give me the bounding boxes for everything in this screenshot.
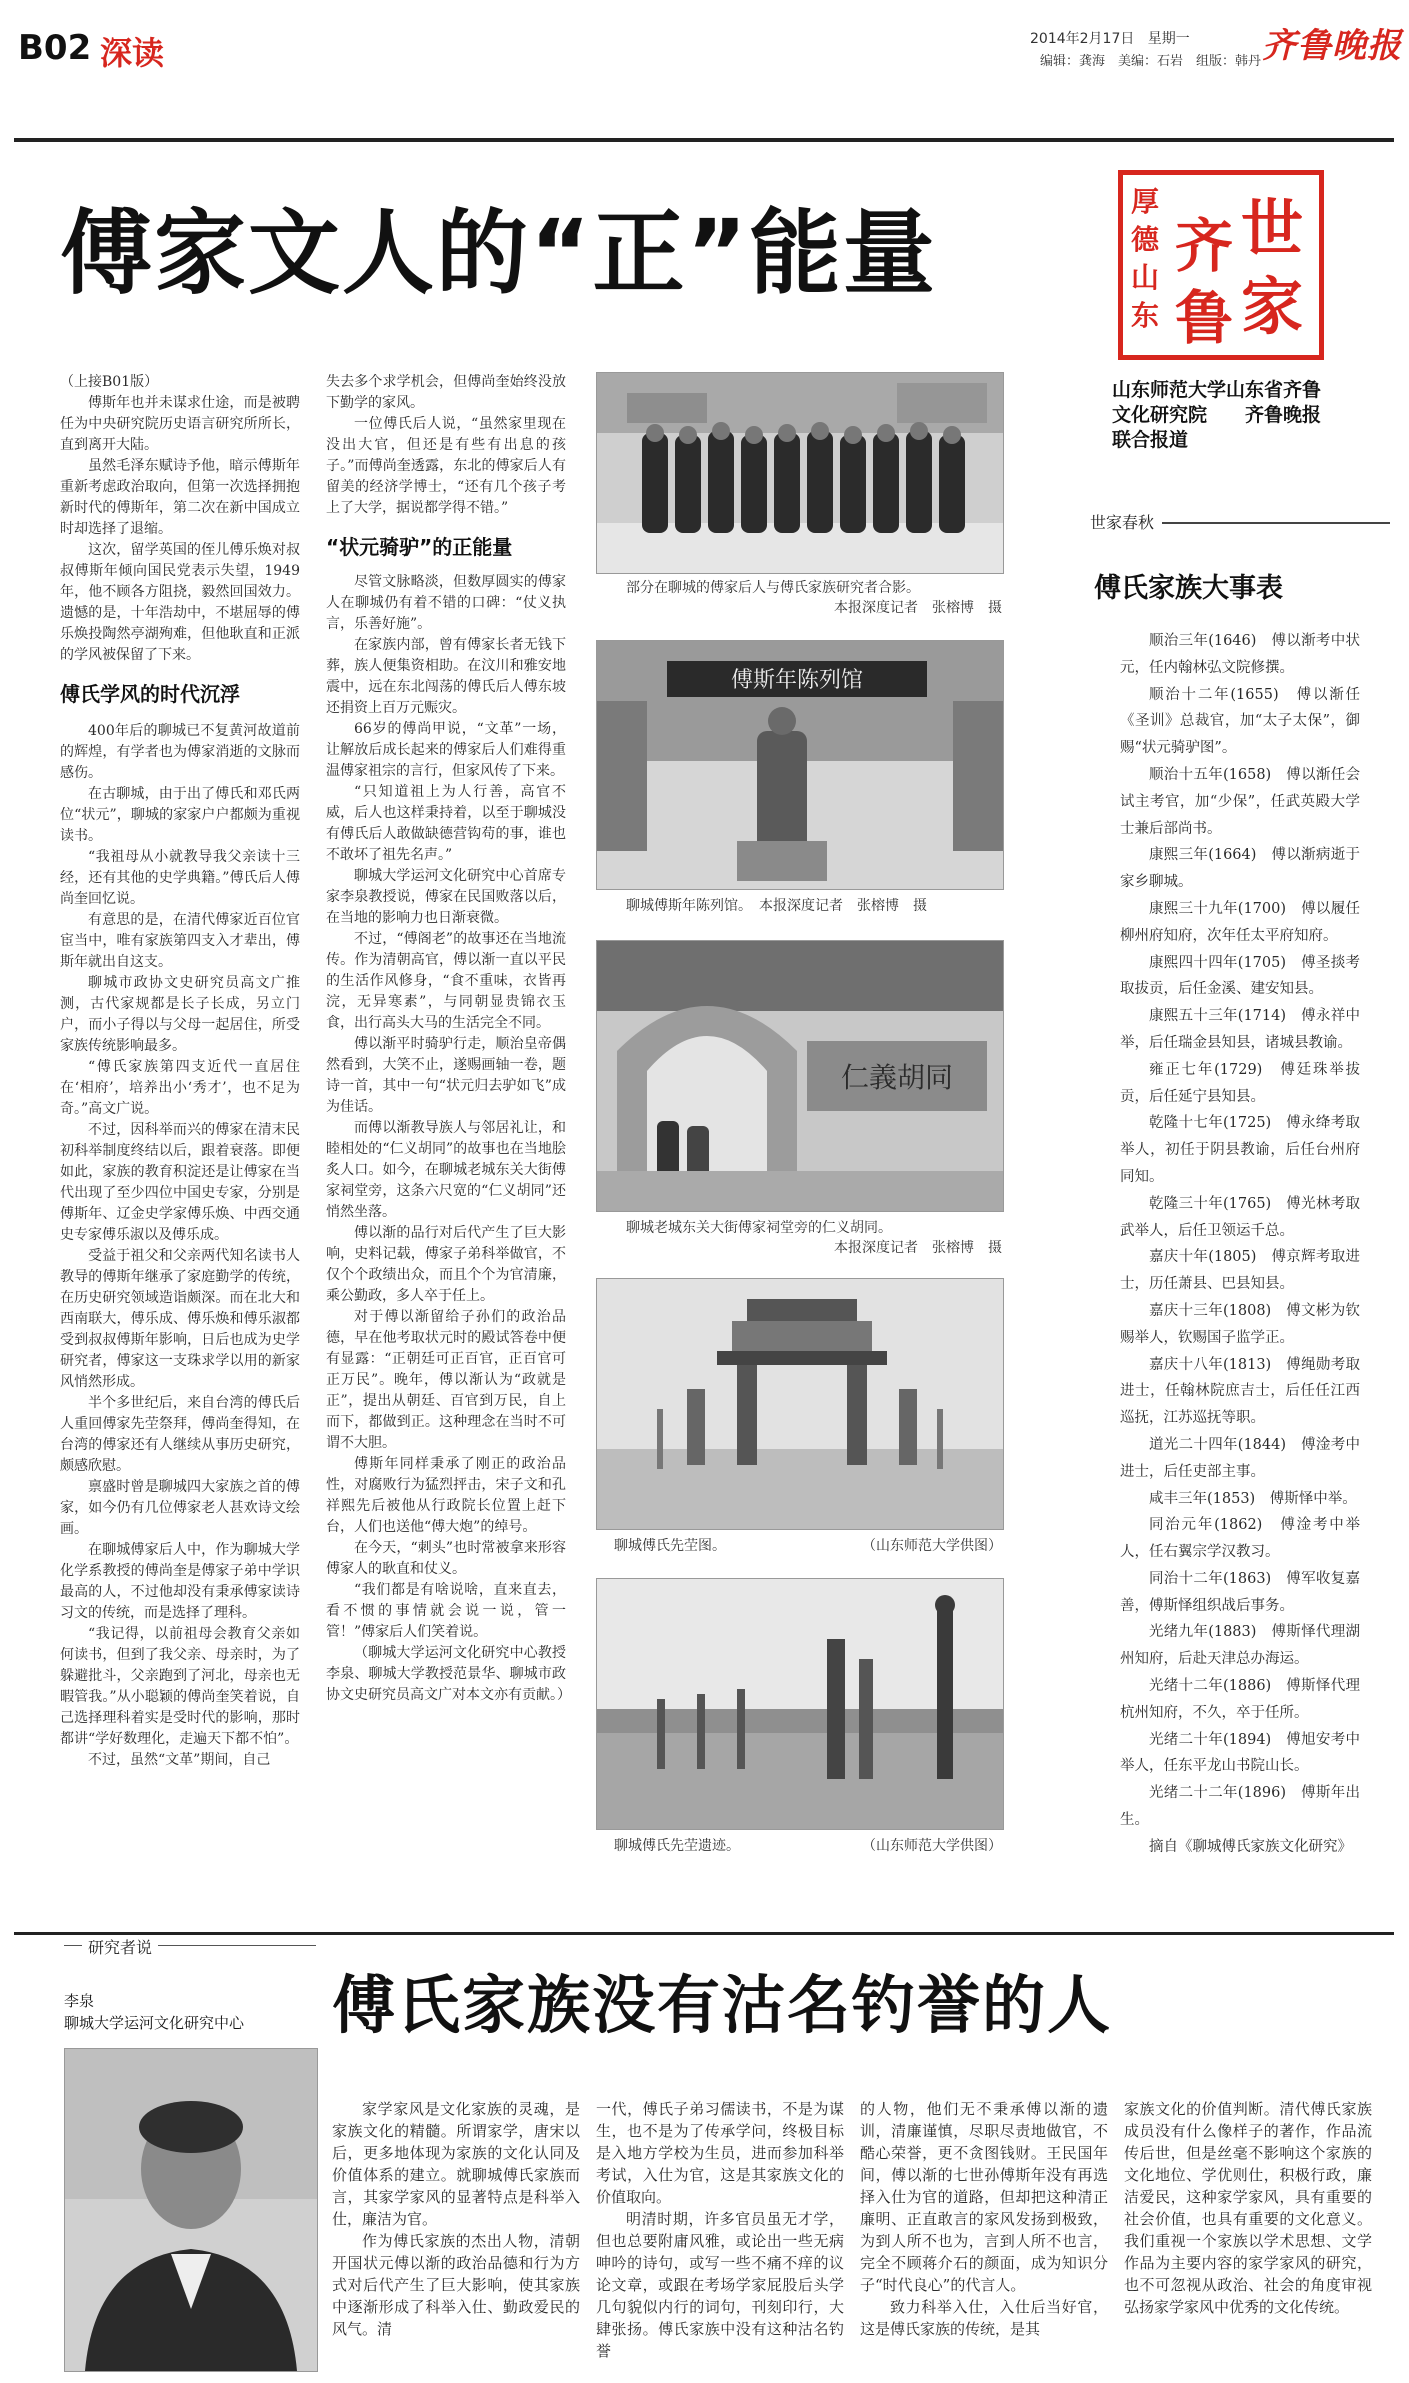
author-org: 聊城大学运河文化研究中心 bbox=[64, 2014, 245, 2032]
paragraph: 一位傅氏后人说，“虽然家里现在没出大官，但还是有些有出息的孩子。”而傅尚奎透露，东北的傅家后人有留美的经济学博士，“还有几个孩子考上了大学，据说都学得不错。” bbox=[326, 416, 566, 516]
date: 2014年2月17日 bbox=[1030, 31, 1135, 47]
renyi-alley-image bbox=[597, 941, 1003, 1211]
photo-tomb-painting bbox=[596, 1278, 1004, 1530]
author-portrait bbox=[64, 2048, 318, 2372]
timeline-entry: 光绪十二年(1886) 傅斯怿代理杭州知府，不久，卒于任所。 bbox=[1120, 1678, 1360, 1721]
subheading-2: “状元骑驴”的正能量 bbox=[326, 535, 513, 559]
timeline-entry: 嘉庆十三年(1808) 傅文彬为钦赐举人，钦赐国子监学正。 bbox=[1120, 1302, 1360, 1346]
paragraph: 在古聊城，由于出了傅氏和邓氏两位“状元”，聊城的家家户户都颇为重视读书。 bbox=[60, 786, 300, 844]
seal-char-1: 世 bbox=[1241, 192, 1304, 265]
timeline-entry: 嘉庆十八年(1813) 傅绳勋考取进士，任翰林院庶吉士，后任任江西巡抚，江苏巡抚等职。 bbox=[1120, 1356, 1360, 1427]
timeline-entry: 乾隆十七年(1725) 傅永绛考取举人，初任于阴县教谕，后任台州府同知。 bbox=[1120, 1115, 1360, 1185]
paragraph: 傅斯年同样秉承了刚正的政治品性，对腐败行为猛烈抨击，宋子文和孔祥熙先后被他从行政院长位置上赶下台，人们也送他“傅大炮”的绰号。 bbox=[326, 1456, 566, 1535]
contributors-note: （聊城大学运河文化研究中心教授李泉、聊城大学教授范景华、聊城市政协文史研究员高文广对本文亦有贡献。） bbox=[326, 1645, 571, 1703]
photo-3-caption-text: 聊城老城东关大街傅家祠堂旁的仁义胡同。 bbox=[626, 1220, 892, 1236]
tomb-painting-image bbox=[597, 1279, 1003, 1529]
timeline-entry: 雍正七年(1729) 傅廷珠举拔贡，后任延宁县知县。 bbox=[1120, 1061, 1360, 1105]
paragraph: 傅以渐平时骑驴行走，顺治皇帝偶然看到，大笑不止，遂赐画轴一卷，题诗一首，其中一句“状元归去驴如飞”成为佳话。 bbox=[326, 1036, 566, 1115]
paragraph: 在聊城傅家后人中，作为聊城大学化学系教授的傅尚奎是傅家子弟中学识最高的人，不过他却没有秉承傅家读诗习文的传统，而是选择了理科。 bbox=[60, 1542, 300, 1621]
timeline-entry: 同治十二年(1863) 傅军收复嘉善，傅斯怿组织战后事务。 bbox=[1120, 1570, 1360, 1614]
hall-sign: 傅斯年陈列馆 bbox=[730, 668, 864, 693]
photo-4-credit: （山东师范大学供图） bbox=[862, 1538, 1002, 1554]
timeline-entry: 同治元年(1862) 傅淦考中举人，任右翼宗学汉教习。 bbox=[1120, 1517, 1360, 1561]
timeline-entry: 顺治十二年(1655) 傅以渐任《圣训》总裁官，加“太子太保”，御赐“状元骑驴图”。 bbox=[1120, 686, 1360, 757]
paragraph: 不过，因科举而兴的傅家在清末民初科举制度终结以后，跟着衰落。即便如此，家族的教育积淀还是让傅家在当代出现了至少四位中国史专家，分别是傅斯年、辽金史学家傅乐焕、中西交通史专家傅乐淑以及傅乐成。 bbox=[60, 1122, 300, 1243]
paragraph: 一代，傅氏子弟习儒读书，不是为谋生，也不是为了传承学问，终极目标是入地方学校为生员，进而参加科举考试，入仕为官，这是其家族文化的价值取向。 bbox=[596, 2100, 844, 2206]
photo-renyi-alley bbox=[596, 940, 1004, 1212]
paragraph: 傅以渐的品行对后代产生了巨大影响，史料记载，傅家子弟科举做官，不仅个个政绩出众，而且个个为官清廉，乘公勤政，多人卒于任上。 bbox=[326, 1225, 566, 1304]
timeline-entry: 康熙三十九年(1700) 傅以履任柳州府知府，次年任太平府知府。 bbox=[1120, 900, 1360, 944]
newspaper-logo: 齐鲁晚报 bbox=[1262, 26, 1402, 66]
bottom-section-rule bbox=[14, 1932, 1394, 1935]
group-portrait-image bbox=[597, 373, 1003, 573]
research-column-3 bbox=[860, 2098, 1108, 2340]
paragraph: 傅斯年也并未谋求仕途，而是被聘任为中央研究院历史语言研究所所长，直到离开大陆。 bbox=[60, 395, 300, 453]
header-rule bbox=[14, 138, 1394, 142]
research-column-2 bbox=[596, 2098, 844, 2362]
timeline-entry: 康熙五十三年(1714) 傅永祥中举，后任瑞金县知县，诸城县教谕。 bbox=[1120, 1008, 1360, 1051]
headline: 傅家文人的“正”能量 bbox=[60, 200, 937, 307]
partner-line-2: 文化研究院 齐鲁晚报 bbox=[1112, 404, 1322, 426]
editors-line: 编辑：龚海 美编：石岩 组版：韩丹 bbox=[1040, 54, 1262, 69]
photo-4-caption bbox=[614, 1536, 1002, 1556]
research-tag-text: 研究者说 bbox=[82, 1935, 158, 1958]
photo-5-credit: （山东师范大学供图） bbox=[862, 1838, 1002, 1854]
paragraph: “傅氏家族第四支近代一直居住在‘相府’，培养出小‘秀才’，也不足为奇。”高文广说。 bbox=[60, 1059, 300, 1117]
paragraph: 尽管文脉略淡，但数厚圆实的傅家人在聊城仍有着不错的口碑：“仗义执言，乐善好施”。 bbox=[326, 574, 566, 632]
partner-line-1: 山东师范大学山东省齐鲁 bbox=[1112, 379, 1322, 401]
subheading-1: 傅氏学风的时代沉浮 bbox=[60, 682, 240, 706]
timeline-entry: 道光二十四年(1844) 傅淦考中进士，后任吏部主事。 bbox=[1120, 1436, 1360, 1480]
timeline-entry: 光绪二十二年(1896) 傅斯年出生。 bbox=[1120, 1785, 1360, 1829]
photo-1-caption bbox=[626, 578, 1002, 618]
alley-sign: 仁義胡同 bbox=[840, 1061, 954, 1094]
paragraph: 在今天，“刺头”也时常被拿来形容傅家人的耿直和仗义。 bbox=[326, 1540, 566, 1577]
paragraph: 66岁的傅尚甲说，“文革”一场，让解放后成长起来的傅家后人们难得重温傅家祖宗的言行，但家风传了下来。 bbox=[326, 721, 566, 779]
research-headline: 傅氏家族没有沽名钓誉的人 bbox=[332, 1969, 1112, 2042]
paragraph: 半个多世纪后，来自台湾的傅氏后人重回傅家先茔祭拜，傅尚奎得知，在台湾的傅家还有人继续从事历史研究，颇感欣慰。 bbox=[60, 1395, 300, 1474]
timeline-entry: 乾隆三十年(1765) 傅光林考取武举人，后任卫领运千总。 bbox=[1120, 1195, 1360, 1239]
research-column-1 bbox=[332, 2098, 580, 2340]
photo-memorial-hall bbox=[596, 640, 1004, 890]
article-column-2 bbox=[326, 372, 571, 1706]
paragraph: 不过，“傅阁老”的故事还在当地流传。作为清朝高官，傅以渐一直以平民的生活作风修身，“食不重味，衣皆再浣，无异寒素”，与同朝显贵锦衣玉食，出行高头大马的生活完全不同。 bbox=[326, 931, 566, 1031]
paragraph: 这次，留学英国的侄儿傅乐焕对叔叔傅斯年倾向国民党表示失望，1949年，他不顾各方阻挠，毅然回国效力。遗憾的是，十年浩劫中，不堪屈辱的傅乐焕投陶然亭湖殉难，但他耿直和正派的学风被保留了下来。 bbox=[60, 542, 300, 663]
photo-2-caption: 聊城傅斯年陈列馆。 本报深度记者 张榕博 摄 bbox=[626, 898, 927, 914]
research-column-4 bbox=[1124, 2098, 1372, 2318]
photo-1-credit: 本报深度记者 张榕博 摄 bbox=[834, 600, 1002, 616]
paragraph: 失去多个求学机会，但傅尚奎始终没放下勤学的家风。 bbox=[326, 374, 566, 411]
author-portrait-image bbox=[65, 2049, 317, 2371]
paragraph: 虽然毛泽东赋诗予他，暗示傅斯年重新考虑政治取向，但第一次选择拥抱新时代的傅斯年，第二次在新中国成立时却选择了退缩。 bbox=[60, 458, 300, 537]
issue-date bbox=[1030, 28, 1190, 48]
seal-char-2: 家 bbox=[1241, 270, 1304, 343]
timeline-entry: 康熙四十四年(1705) 傅圣掞考取拔贡，后任金溪、建安知县。 bbox=[1120, 954, 1360, 998]
paragraph: 的人物，他们无不秉承傅以渐的遗训，清廉谨慎，尽职尽责地做官，不酷心荣誉，更不贪图钱财。王民国年间，傅以渐的七世孙傅斯年没有再选择入仕为官的道路，但却把这种清正廉明、正直敢言的家风发扬到极致，为到人所不也为，言到人所不也言，完全不顾蒋介石的颜面，成为知识分子“时代良心”的代言人。 bbox=[860, 2100, 1108, 2294]
photo-4-caption-text: 聊城傅氏先茔图。 bbox=[614, 1538, 726, 1554]
timeline-list bbox=[1120, 628, 1360, 1861]
research-tag bbox=[64, 1938, 316, 1969]
paragraph: “只知道祖上为人行善，高官不威，后人也这样秉持着，以至于聊城没有傅氏后人敢做缺德营钩苟的事，谁也不敢坏了祖先名声。” bbox=[326, 784, 566, 863]
timeline-title: 傅氏家族大事表 bbox=[1094, 573, 1283, 604]
seal-char-3: 齐 bbox=[1175, 212, 1234, 280]
partner-line-3: 联合报道 bbox=[1112, 429, 1189, 451]
paragraph: 有意思的是，在清代傅家近百位官宦当中，唯有家族第四支入才辈出，傅斯年就出自这支。 bbox=[60, 912, 300, 970]
paragraph: 对于傅以渐留给子孙们的政治品德，早在他考取状元时的殿试答卷中便有显露：“正朝廷可正百官，正百官可正万民”。晚年，傅以渐认为“政就是正”，提出从朝廷、百官到万民，自上而下，都做到正。这种理念在当时不可谓不大胆。 bbox=[326, 1309, 566, 1451]
timeline-entry: 光绪九年(1883) 傅斯怿代理湖州知府，后赴天津总办海运。 bbox=[1120, 1624, 1360, 1668]
paragraph: “我们都是有啥说啥，直来直去，看不惯的事情就会说一说，管一管！”傅家后人们笑着说。 bbox=[326, 1582, 566, 1640]
tomb-ruins-image bbox=[597, 1579, 1003, 1829]
author-name: 李泉 bbox=[64, 1992, 95, 2010]
photo-group-portrait bbox=[596, 372, 1004, 574]
continued-note: （上接B01版） bbox=[60, 374, 159, 390]
paragraph: 致力科举入仕，入仕后当好官，这是傅氏家族的传统，是其 bbox=[860, 2298, 1108, 2338]
seal-small-text: 厚德山东 bbox=[1131, 185, 1160, 332]
partners bbox=[1112, 378, 1321, 453]
photo-3-caption bbox=[626, 1218, 1002, 1258]
photo-tomb-ruins bbox=[596, 1578, 1004, 1830]
photo-5-caption bbox=[614, 1836, 1002, 1856]
paragraph: 家族文化的价值判断。清代傅氏家族成员没有什么像样子的著作，作品流传后世，但是丝毫不影响这个家族的文化地位、学优则仕，积极行政，廉洁爱民，这种家学家风，具有重要的社会价值，也具有重要的文化意义。我们重视一个家族以学术思想、文学作品为主要内容的家学家风的研究，也不可忽视从政治、社会的角度审视弘扬家学家风中优秀的文化传统。 bbox=[1124, 2100, 1372, 2316]
timeline-source: 摘自《聊城傅氏家族文化研究》 bbox=[1149, 1838, 1352, 1855]
paragraph: “我祖母从小就教导我父亲读十三经，还有其他的史学典籍。”傅氏后人傅尚奎回忆说。 bbox=[60, 849, 300, 907]
paragraph: 聊城大学运河文化研究中心首席专家李泉教授说，傅家在民国败落以后，在当地的影响力也日渐衰微。 bbox=[326, 868, 566, 926]
timeline-entry: 光绪二十年(1894) 傅旭安考中举人，任东平龙山书院山长。 bbox=[1120, 1731, 1360, 1775]
article-column-1 bbox=[60, 372, 300, 1771]
page-number: B02 bbox=[18, 28, 92, 68]
memorial-hall-image bbox=[597, 641, 1003, 889]
paragraph: 而傅以渐教导族人与邻居礼让，和睦相处的“仁义胡同”的故事也在当地脍炙人口。如今，在聊城老城东关大街傅家祠堂旁，这条六尺宽的“仁义胡同”还悄然坐落。 bbox=[326, 1120, 566, 1220]
photo-1-caption-text: 部分在聊城的傅家后人与傅氏家族研究者合影。 bbox=[626, 580, 920, 596]
photo-5-caption-text: 聊城傅氏先茔遗迹。 bbox=[614, 1838, 740, 1854]
photo-3-credit: 本报深度记者 张榕博 摄 bbox=[834, 1240, 1002, 1256]
timeline-tag bbox=[1090, 513, 1390, 544]
paragraph: 家学家风是文化家族的灵魂，是家族文化的精髓。所谓家学，唐宋以后，更多地体现为家族的文化认同及价值体系的建立。就聊城傅氏家族而言，其家学家风的显著特点是科举入仕，廉洁为官。 bbox=[332, 2100, 580, 2228]
timeline-entry: 嘉庆十年(1805) 傅京辉考取进士，历任萧县、巴县知县。 bbox=[1120, 1249, 1360, 1293]
timeline-entry: 顺治十五年(1658) 傅以渐任会试主考官，加“少保”，任武英殿大学士兼后部尚书。 bbox=[1120, 766, 1360, 837]
seal-char-4: 鲁 bbox=[1175, 284, 1234, 352]
paragraph: 400年后的聊城已不复黄河故道前的辉煌，有学者也为傅家消逝的文脉而感伤。 bbox=[60, 723, 300, 781]
paragraph: 不过，虽然“文革”期间，自己 bbox=[88, 1752, 271, 1768]
paragraph: 聊城市政协文史研究员高文广推测，古代家规都是长子长成，另立门户，而小子得以与父母一起居住，所受家族传统影响最多。 bbox=[60, 975, 300, 1054]
weekday: 星期一 bbox=[1147, 31, 1190, 47]
timeline-entry: 咸丰三年(1853) 傅斯怿中举。 bbox=[1149, 1490, 1357, 1507]
timeline-entry: 康熙三年(1664) 傅以渐病逝于家乡聊城。 bbox=[1120, 847, 1360, 891]
section-name: 深读 bbox=[100, 34, 165, 72]
paragraph: 禀盛时曾是聊城四大家族之首的傅家，如今仍有几位傅家老人甚欢诗文绘画。 bbox=[60, 1479, 300, 1537]
paragraph: 作为傅氏家族的杰出人物，清朝开国状元傅以渐的政治品德和行为方式对后代产生了巨大影响，使其家族中逐渐形成了科举入仕、勤政爱民的风气。清 bbox=[332, 2232, 580, 2338]
paragraph: 明清时期，许多官员虽无才学，但也总要附庸风雅，或论出一些无病呻吟的诗句，或写一些不痛不痒的议论文章，或跟在考场学家屁股后头学几句貌似内行的词句，刊刻印行，大肆张扬。傅氏家族中没有这种沽名钓誉 bbox=[596, 2210, 844, 2360]
paragraph: “我记得，以前祖母会教育父亲如何读书，但到了我父亲、母亲时，为了躲避批斗，父亲跑到了河北，母亲也无暇管我。”从小聪颖的傅尚奎笑着说，自己选择理科着实是受时代的影响，那时都讲“学好数理化，走遍天下都不怕”。 bbox=[60, 1626, 300, 1747]
timeline-entry: 顺治三年(1646) 傅以渐考中状元，任内翰林弘文院修撰。 bbox=[1120, 633, 1360, 676]
paragraph: 受益于祖父和父亲两代知名读书人教导的傅斯年继承了家庭勤学的传统，在历史研究领域造诣颇深。而在北大和西南联大，傅乐成、傅乐焕和傅乐淑都受到叔叔傅斯年影响，日后也成为史学研究者，傅家这一支珠求学以用的新家风悄然形成。 bbox=[60, 1248, 300, 1390]
paragraph: 在家族内部，曾有傅家长者无钱下葬，族人便集资相助。在汶川和雅安地震中，远在东北闯荡的傅氏后人傅东坡还捐资上百万元赈灾。 bbox=[326, 637, 566, 716]
column-seal bbox=[1118, 170, 1324, 360]
timeline-tag-text: 世家春秋 bbox=[1090, 510, 1162, 533]
